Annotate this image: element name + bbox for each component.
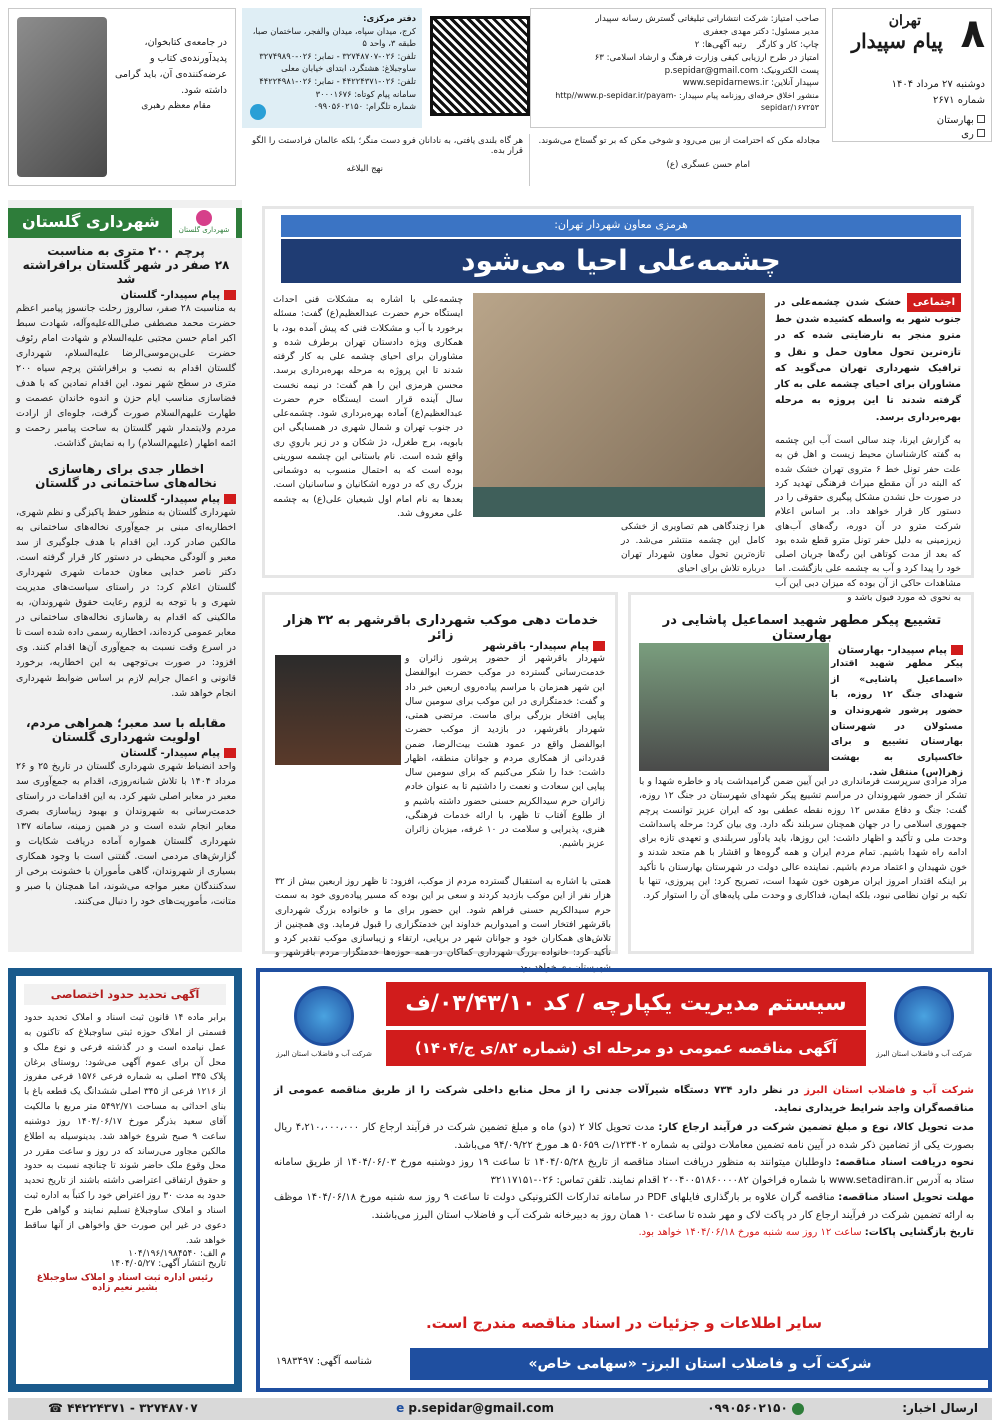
source-arrow-icon [593, 641, 605, 651]
credit-line: سپیدار آنلاین: www.sepidarnews.ir [682, 78, 819, 89]
ad-body [274, 1082, 974, 1242]
golestan-banner [8, 208, 242, 238]
article-photo [275, 655, 401, 765]
leader-caption: مقام معظم رهبری [141, 101, 211, 111]
masthead [8, 8, 992, 192]
ad-logo-right [874, 986, 974, 1076]
article-body-2: همتی با اشاره به استقبال گسترده مردم از موکب، افزود: تا ظهر روز اربعین بیش از ۳۲ هزار نفر از این موکب بازدید کردند و سعی بر این بوده که مسیر پیاده‌روی خود به سمت حرم سیدالکریم حسنی فراهم شود. این حضور برای ما و خانواده بزرگ شهرداری باقرشهر افتخار است و امیدواریم خداوند این خدمتگزاری را قبول فرماید. وی همچنین از تلاش‌های همکاران خود و جوانان شهر در برپایی، ارتقاء و زیباسازی موکب تقدیر کرد و تأکید کرد: خانواده بزرگ شهرداری کماکان در همه حوزه‌ها خدمتگزار مردم باقرشهر و شهرستان ری خواهد بود. [275, 876, 611, 973]
credit-line: امتیاز در طرح ارزیابی کیفی وزارت فرهنگ و ارشاد اسلامی: ۶۳ [594, 52, 819, 63]
ad-para-label: مهلت تحویل اسناد مناقصه: [838, 1192, 975, 1203]
section-tag: اجتماعی [907, 293, 961, 312]
region-checkbox-1 [937, 115, 985, 126]
hadith-source: امام حسن عسگری (ع) [666, 160, 750, 170]
source-arrow-icon [224, 290, 236, 300]
logo-main: پیام سپیدار [851, 29, 943, 53]
lead-body: به گزارش ایرنا، چند سالی است آب این چشمه به گفته کارشناسان محیط زیست و اهل فن به علت حفر تونل خط ۶ متروی تهران خشک شده که البته در آن مقطع میراث فرهنگی تهدید کرد در صورت حل نشدن مشکل پیگیری حقوقی را در دستور کار قرار خواهد داد. بر اساس اعلام شرکت مترو در آن دوره، رگه‌های آب‌های زیرزمینی به دلیل حفر تونل مترو قطع شده بود که بعد از مدت کوتاهی این رگه‌ها جریان اصلی خود را پیدا کرد و آب به چشمه علی بازگشت. اما مشاهدات حاکی از آن بوده که میزان دبی این آب به نحوی که مورد قبول باشد و [775, 435, 962, 603]
lead-story [262, 206, 974, 603]
ad-logo-left [274, 986, 374, 1076]
story-headline: ۲۸ صفر در شهر گلستان برافراشته شد [22, 258, 230, 286]
footer-phone[interactable] [707, 1401, 804, 1415]
lead-headline-bar [281, 239, 961, 283]
credit-line: مدیر مسئول: دکتر مهدی جعفری [703, 26, 819, 37]
article-body-1: شهردار باقرشهر از حضور پرشور زائران و خدمت‌رسانی گسترده در موکب حضرت ابوالفضل این شهر همزمان با مراسم پیاده‌روی اربعین خبر داد و گفت: خدمتگزاری در این موکب برای سومین سال پیاپی افتخار بزرگی برای ماست. مرتضی همتی، شهردار باقرشهر، در بازدید از موکب حضرت ابوالفضل واقع در عمود هشت بیت‌الرضا، ضمن قدردانی از همکاری مردم و جوانان منطقه، اظهار داشت: خدا را شکر می‌کنیم که برای سومین سال پیاپی این سعادت و نعمت را داشتیم تا به عنوان خادم زائران حرم سیدالکریم حسنی حضور داشته باشیم و از طلوع آفتاب تا ظهر، با ارائه خدمات فرهنگی، هنری، پذیرایی و سلامت در ۱۰ غرفه، میزبان زائران عزیز باشیم. [405, 653, 605, 850]
ad-para [274, 1154, 974, 1189]
logo-top: تهران [888, 13, 921, 29]
story-source: پیام سپیدار- گلستان [16, 494, 236, 505]
notice-inner [16, 976, 234, 1384]
article-pashaei [628, 592, 974, 954]
telegram-icon [250, 104, 266, 120]
water-shape [473, 487, 765, 517]
article-bagher [262, 592, 618, 973]
story-source: پیام سپیدار- گلستان [16, 748, 236, 759]
article-headline: خدمات دهی موکب شهرداری باقرشهر به ۳۲ هزار زائر [283, 613, 599, 643]
source-arrow-icon [224, 494, 236, 504]
hadith-text: مجادله مکن که احترامت از بین می‌رود و شوخی مکن که بر تو گستاخ می‌شوند. [538, 136, 820, 146]
issue-date: دوشنبه ۲۷ مرداد ۱۴۰۴ [891, 79, 985, 90]
flower-icon [196, 210, 212, 226]
whatsapp-icon [792, 1403, 804, 1415]
source-arrow-icon [951, 645, 963, 655]
story-headline: اخطار جدی برای رهاسازی [47, 462, 204, 476]
issue-number: شماره ۲۶۷۱ [933, 95, 985, 106]
tender-ad [256, 968, 992, 1392]
notice-ref: م الف: ۱۰۴/۱۹۶/۱۹۸۴۵۴۰ [128, 1248, 226, 1259]
leader-quote: در جامعه‌ی کتابخوان، پدیدآورنده‌ی کتاب و عرضه‌کننده‌ی آن، باید گرامی داشته شود. [114, 37, 227, 97]
phone-icon: ☎ [48, 1401, 63, 1415]
leader-photo [17, 17, 107, 177]
qr-code [430, 16, 530, 116]
credit-line: چاپ: کار و کارگر رتبه آگهی‌ها: ۲ [694, 39, 819, 50]
ad-para-text: مناقصه گران علاوه بر بارگذاری فایلهای PDF در سامانه تدارکات الکترونیکی دولت تا ساعت ۹ روز سه شنبه مورخ ۱۴۰۴/۰۶/۱۸ موظف به ارائه تضمین شرکت در فرآیند ارجاع کار در پاکت لاک و مهر شده تا ساعت ۱۰ همان روز به دبیرخانه شرکت آب و فاضلاب استان البرز می‌باشند. [274, 1192, 974, 1221]
article-photo [639, 643, 829, 771]
hadith-2 [242, 134, 530, 186]
credits-block [530, 8, 826, 128]
story-headline: پرچم ۲۰۰ متری به مناسبت [47, 244, 205, 258]
region-checkbox-2 [961, 129, 985, 140]
article-source: پیام سپیدار- باقرشهر [405, 641, 605, 652]
office-line: ساوجبلاغ: هشتگرد، ابتدای خیابان معلی [281, 63, 416, 74]
ad-logo-caption: شرکت آب و فاضلاب استان البرز [276, 1050, 372, 1058]
water-drop-icon [894, 986, 954, 1046]
lead-col-1 [775, 293, 961, 605]
ad-title [386, 982, 866, 1026]
footer-phone-text: ۰۹۹۰۵۶۰۲۱۵۰ [707, 1401, 788, 1415]
office-block [242, 8, 422, 128]
ad-footer [410, 1348, 990, 1380]
lead-kicker: هرمزی معاون شهردار تهران: [554, 218, 688, 231]
article-intro [405, 641, 605, 852]
ad-footer-text: شرکت آب و فاضلاب استان البرز- «سهامی خاص» [528, 1356, 872, 1372]
golestan-logo [172, 208, 236, 238]
page-number: ۸ [960, 11, 985, 57]
ad-title-text: سیستم مدیریت یکپارچه / کد ۰۳/۴۳/۱۰/ف [405, 991, 847, 1016]
notice-signer: رئیس اداره ثبت اسناد و املاک ساوجبلاغ [36, 1272, 214, 1283]
article-headline: تشییع پیکر مطهر شهید اسماعیل پاشایی در بهارستان [662, 613, 942, 643]
ad-para-text: مدت تحویل کالا ۲ (دو) ماه و مبلغ تضمین شرکت در فرآیند ارجاع کار ۴،۲۱۰،۰۰۰،۰۰۰ ریال بصورت یکی از تضامین ذکر شده در آیین نامه تضمین معاملات دولتی به شماره ۱۲۳۴۰۲/ت ۵۰۶۵۹ هـ مورخ ۹۴/۰۹/۲۲ می‌باشد. [274, 1122, 974, 1151]
ad-para [274, 1189, 974, 1224]
office-line: شماره تلگرام: ۰۹۹۰۵۶۰۲۱۵۰ [313, 101, 416, 112]
story-body: به مناسبت ۲۸ صفر، سالروز رحلت جانسوز پیامبر اعظم حضرت محمد مصطفی صلی‌الله‌علیه‌وآله، شهادت سبط اکبر امام حسن مجتبی علیه‌السلام و شهادت امام رئوف حضرت علی‌بن‌موسی‌الرضا علیه‌السلام، شهرداری گلستان اقدام به نصب و برافراشتن پرچم سیاه ۲۰۰ متری در سطح شهر نمود. این اقدام نمادین که با هدف فضاسازی مناسب ایام حزن و اندوه خاندان عصمت و طهارت علیهم‌السلام صورت گرفت، جلوه‌ای از ارادت مردم ولایتمدار شهر گلستان به ساحت پیامبر رحمت و ائمه اطهار (علیهم‌السلام) را به نمایش گذاشت. [16, 303, 236, 450]
footer-email[interactable] [396, 1401, 554, 1415]
leader-block [8, 8, 236, 186]
water-drop-icon [294, 986, 354, 1046]
notice-date: تاریخ انتشار آگهی: ۱۴۰۴/۰۵/۲۷ [110, 1258, 226, 1269]
email-icon: e [396, 1401, 405, 1415]
region-2: ری [961, 129, 974, 140]
footer-landline[interactable] [48, 1401, 198, 1415]
ad-para-label: نحوه دریافت اسناد مناقصه: [835, 1157, 975, 1168]
story-headline: اولویت شهرداری گلستان [51, 730, 201, 744]
footer-label: ارسال اخبار: [902, 1401, 978, 1415]
lead-kicker-bar [281, 215, 961, 237]
golestan-logo-caption: شهرداری گلستان [178, 226, 230, 234]
credit-line: صاحب امتیاز: شرکت انتشاراتی تبلیغاتی گسترش رسانه سپیدار [595, 14, 819, 24]
footer-email-text: p.sepidar@gmail.com [408, 1401, 554, 1415]
story-headline: مقابله با سد معبر؛ همراهی مردم، [25, 716, 227, 730]
office-line: سامانه پیام کوتاه: ۳۰۰۰۱۶۷۶ [315, 88, 416, 99]
story-body: شهرداری گلستان به منظور حفظ پاکیزگی و نظم شهری، اخطاریه‌ای مبنی بر جمع‌آوری نخاله‌های ساختمانی به مالکین صادر کرد. این اقدام با هدف جلوگیری از سد معبر و آلودگی محیطی در دستور کار قرار گرفته است. دکتر ناصر خدایی معاون خدمات شهری شهرداری گلستان اعلام کرد: در راستای سیاست‌های مدیریت شهری و با توجه به لزوم رعایت حقوق شهروندان، به مالکینی که اقدام به رهاسازی نخاله‌های ساختمانی در معابر عمومی کرده‌اند، اخطاریه رسمی داده شده است تا در اسرع وقت نسبت به جمع‌آوری آن‌ها اقدام کنند. وی افزود: در صورت بی‌توجهی به این اخطاریه، برخورد قانونی و اعمال جرایم لازم بر اساس ضوابط شهرداری انجام خواهد شد. [15, 507, 236, 699]
story-body: واحد انضباط شهری شهرداری گلستان در تاریخ ۲۵ و ۲۶ مرداد ۱۴۰۴ با تلاش شبانه‌روزی، اقدام به جمع‌آوری سد معبر در معابر اصلی شهر کرد. به این اقدامات در راستای خدمت‌رسانی به شهروندان و بهبود زیباسازی بصری معابر انجام شده است و در همین زمینه، سامانه ۱۳۷ شهرداری گلستان همواره آماده دریافت شکایات و گزارش‌های مردمی است. گفتنی است با وجود همکاری بسیاری از شهروندان، گاهی مأموران با خشونت برخی از سدکنندگان معبر مواجه می‌شوند، اما همچنان با صبر و متانت، مأموریت‌های خود را دنبال می‌کنند. [16, 761, 236, 908]
lead-caption: هرا زچندگاهی هم تصاویری از خشکی کامل این چشمه منتشر می‌شد. در تازه‌ترین تحول معاون شهردار تهران درباره تلاش برای احیای [621, 522, 765, 574]
ad-logo-caption: شرکت آب و فاضلاب استان البرز [876, 1050, 972, 1058]
credit-line: پست الکترونیک: p.sepidar@gmail.com [664, 65, 819, 76]
story-source: پیام سپیدار- گلستان [16, 290, 236, 301]
credit-line: منشور اخلاق حرفه‌ای روزنامه پیام سپیدار: http//www.p-sepidar.ir/payam-sepidar/۱۶۷۲۵۳ [555, 91, 819, 113]
ad-para-label: مدت تحویل کالا، نوع و مبلغ تضمین شرکت در فرآیند ارجاع کار: [658, 1122, 974, 1133]
notice-body: برابر ماده ۱۴ قانون ثبت اسناد و املاک تحدید حدود قسمتی از املاک حوزه ثبتی ساوجبلاغ که تاکنون به عمل نیامده است و در گذشته فرعی و نوع ملک و محل آن برای عموم آگهی می‌شود: روستای برغان پلاک ۳۴۵ اصلی به شماره فرعی ۱۵۷۶ فرعی مفروز از ۱۲۱۶ فرعی از ۳۴۵ اصلی ششدانگ یک قطعه باغ با بنای احداثی به مساحت ۵۴۹۲/۷۱ متر مربع با مالکیت آقای سعید بذرگر مورخ ۱۴۰۴/۰۶/۱۷ روز دوشنبه ساعت ۹ صبح شروع خواهد شد. بدینوسیله به اطلاع مالکین مجاور می‌رساند که در روز و ساعت مقرر در محل وقوع ملک حاضر شوند تا چنانچه نسبت به حدود و حقوق ارتفاقی اعتراضی داشته باشند از تاریخ تحدید حدود به مدت ۳۰ روز اعتراض خود را کتباً به اداره ثبت اسناد و املاک ساوجبلاغ تسلیم نمایند و گواهی طرح دعوی در غیر این صورت حق واخواهی از آنها ساقط خواهد شد. [24, 1013, 226, 1246]
office-line: تلفن: ۰۲۶-۴۴۲۲۴۳۷۱ - نمابر: ۰۲۶-۴۴۲۲۴۹۸۱ [259, 76, 416, 87]
region-1: بهارستان [936, 115, 974, 126]
golestan-story-2 [16, 462, 236, 701]
ad-para [274, 1119, 974, 1154]
ad-para-label: تاریخ بازگشایی پاکات: [864, 1227, 974, 1238]
office-line: تلفن: ۰۲۶-۳۲۷۴۸۷۰۷ - نمابر: ۰۲۶-۳۲۷۴۹۸۹۰ [259, 50, 416, 61]
source-arrow-icon [224, 748, 236, 758]
hadith-text: هر گاه بلندی یافتی، به نادانان فرو دست منگر؛ بلکه عالمان فرادستت را الگو قرار بده. [251, 136, 523, 156]
footer-landline-text: ۳۲۷۴۸۷۰۷ - ۴۴۲۲۴۳۷۱ [67, 1401, 198, 1415]
lead-intro [775, 293, 961, 426]
ad-para-text: ساعت ۱۲ روز سه شنبه مورخ ۱۴۰۴/۰۶/۱۸ خواهد بود. [638, 1227, 862, 1238]
lead-bold: خشک شدن چشمه‌علی در جنوب شهر به واسطه کشیده شدن خط مترو منجر به نارضایتی شده که در تازه‌ترین تحول معاون حمل و نقل و ترافیک شهرداری تهران می‌گوید که مشاوران برای احیای چشمه علی به کار گرفته شدند تا این پروژه به مرحله بهره‌برداری برسد. [775, 297, 961, 423]
ad-para [274, 1224, 974, 1242]
ad-intro-text: در نظر دارد ۷۳۴ دستگاه شیرآلات جدنی را از محل منابع داخلی شرکت را از طریق مناقصه عمومی از مناقصه‌گران واجد شرایط خریداری نماید. [274, 1085, 974, 1114]
logo-block [832, 8, 992, 142]
article-bold: پیکر مطهر شهید اقتدار «اسماعیل پاشایی» از شهدای جنگ ۱۲ روزه، با حضور پرشور شهروندان و مسئولان در شهرستان بهارستان تشییع و برای خاکسپاری به بهشت زهرا(س) منتقل شد. [831, 658, 963, 779]
notice-signer-name: بشیر نعیم زاده [92, 1282, 158, 1293]
lead-headline: چشمه‌علی احیا می‌شود [461, 244, 781, 277]
golestan-column [8, 200, 242, 952]
notice-box [8, 968, 242, 1392]
article-body: مراد مرادی سرپرست فرمانداری در این آیین ضمن گرامیداشت یاد و خاطره شهدا و با تشکر از حضور شهروندان در مراسم تشییع پیکر شهدای شهرستان در جنگ ۱۲ روزه، گفت: جنگ و دفاع مقدس ۱۲ روزه نقطه عطفی بود که ایران عزیز توانست پرچم جمهوری اسلامی را در جهان همچنان سربلند نگه دارد. وی بیان کرد: مرحله پاسداشت وحدت ملی و تأکید و اظهار داشت: این روزها، باید یادآور سربلندی و تعهدی تازه برای ادامه راه شهدا باشیم. تمام مردم ایران و همه گروه‌ها و اقشار با هم متحد شدند و خون شهیدان و اعتماد مردم باشیم. نماینده عالی دولت در شهرستان بهارستان با تأکید بر اینکه اقتدار امروز ایران مرهون خون شهدا است، تصریح کرد: این پیروزی، تنها با تکیه بر توان نظامی نبود، بلکه ایمان، فداکاری و وحدت ملی پایه‌های آن را استوار کرد. [639, 776, 967, 901]
golestan-story-3 [16, 716, 236, 909]
ad-para-text: داوطلبان میتوانند به منظور دریافت اسناد مناقصه از تاریخ ۱۴۰۴/۰۵/۲۸ تا ساعت ۱۹ روز دوشنبه مورخ ۱۴۰۴/۰۶/۰۳ از طریق سامانه ستاد به آدرس www.setadiran.ir با شماره فراخوان ۲۰۰۴۰۰۵۱۸۶۰۰۰۰۸۲ اقدام نمایند. تلفن تماس: ۰۲۶-۳۲۱۱۷۱۵۱ [274, 1157, 974, 1186]
ad-closing: سایر اطلاعات و جزئیات در اسناد مناقصه مندرج است. [425, 1314, 823, 1332]
notice-title: آگهی تحدید حدود اختصاصی [24, 984, 226, 1005]
ad-intro [274, 1082, 974, 1117]
article-source: پیام سپیدار- بهارستان [831, 645, 963, 656]
ad-company: شرکت آب و فاضلاب استان البرز [804, 1085, 974, 1096]
golestan-banner-title: شهرداری گلستان [22, 212, 160, 231]
ad-subtitle [386, 1030, 866, 1066]
lead-body-2: چشمه‌علی با اشاره به مشکلات فنی احداث ایستگاه حرم حضرت عبدالعظیم(ع) گفت: مسئله برخورد با آب و مشکلات فنی که پیش آمده بود، با همکاری ویژه دادستان تهران برطرف شده و مشاوران برای احیای چشمه علی به کار گرفته شدند تا این پروژه به مرحله بهره‌برداری برسد. محسن هرمزی این را هم گفت: در نیمه نخست سال آینده قرار است ایستگاه حرم حضرت عبدالعظیم(ع) آماده بهره‌برداری شود. چشمه‌علی در جنوب تهران و شمال شهری در همسایگی ابن بابویه، برج طغرل، دژ شکان و در زیر بارویِ ری واقع شده است. نام باستانی این چشمه سورینی بوده است که به احتمال منسوب به دوشمانی بزرگ ری که در دوره اشکانیان و ساسانیان است. بعدها به نام امام اول شیعیان علی(ع) به چشمه علی معروف شد. [273, 294, 463, 519]
office-line: کرج، میدان سپاه، میدان والفجر، ساختمان صبا، طبقه ۳، واحد ۵ [252, 25, 416, 49]
story-headline: نخاله‌های ساختمانی در گلستان [35, 476, 217, 490]
ad-subtitle-text: آگهی مناقصه عمومی دو مرحله ای (شماره ۸۲/ی ج/۱۴۰۴) [414, 1039, 838, 1057]
hadith-source: نهج البلاغه [346, 164, 383, 174]
footer-bar [8, 1398, 992, 1420]
ad-id: شناسه آگهی: ۱۹۸۳۴۹۷ [276, 1356, 373, 1367]
office-title: دفتر مرکزی: [363, 13, 416, 23]
hadith-1 [530, 134, 826, 186]
golestan-story-1 [16, 244, 236, 451]
article-intro [831, 645, 963, 781]
lead-photo [473, 293, 765, 517]
